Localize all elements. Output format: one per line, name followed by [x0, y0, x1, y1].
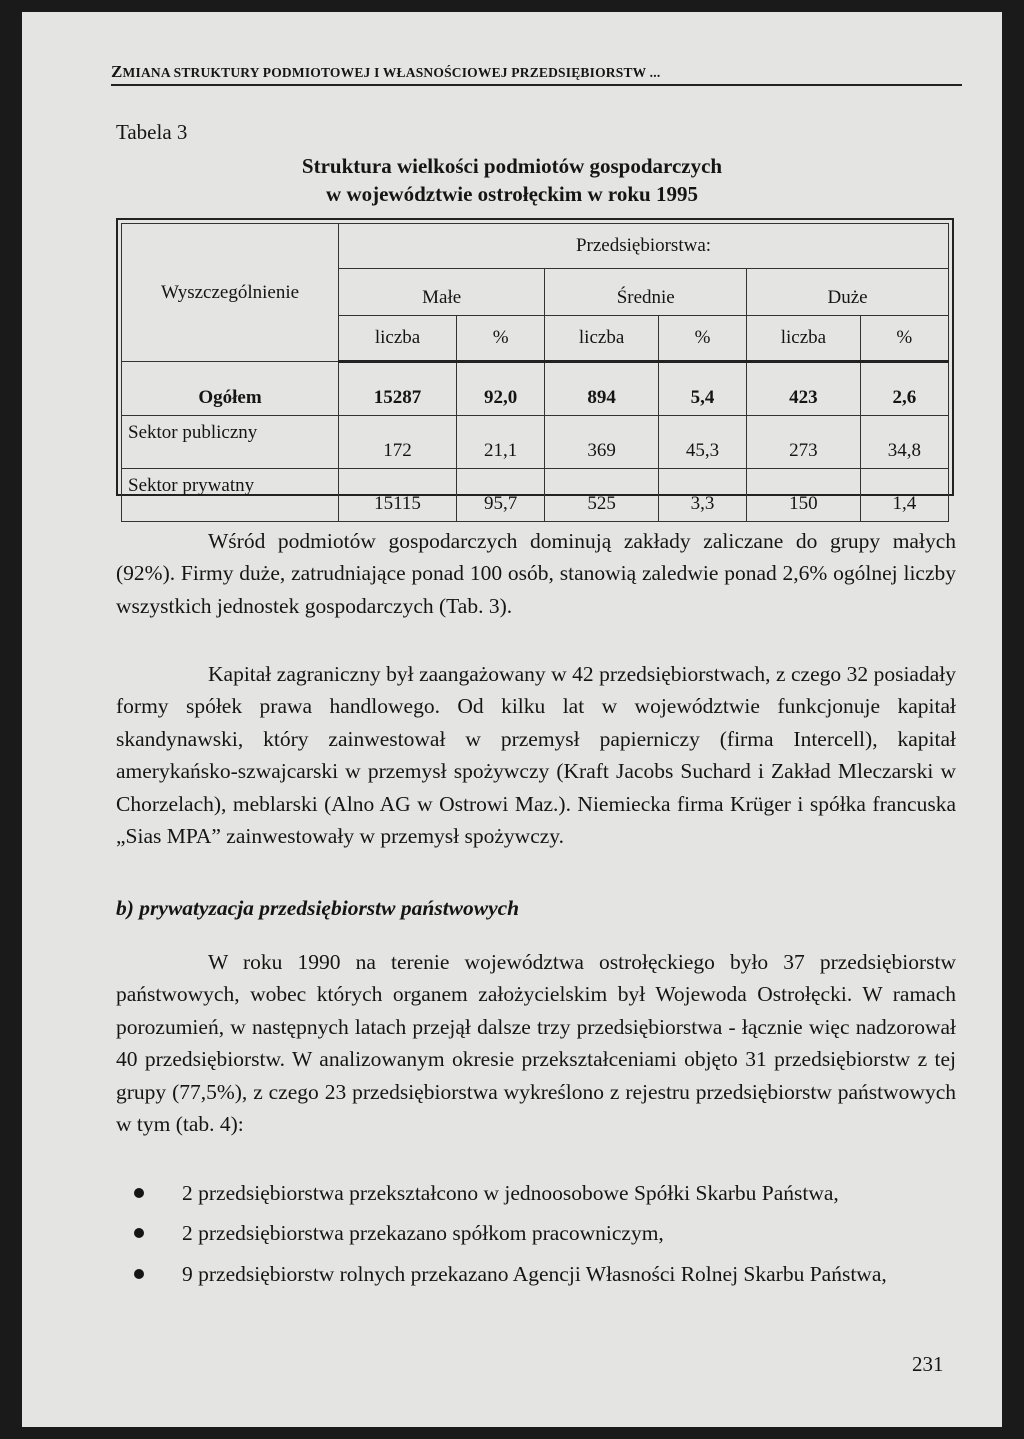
paragraph-3-text: W roku 1990 na terenie województwa ostrołęckiego było 37 przedsiębiorstw państwowych, wobec których organem założycielskim był Wojewoda Ostrołęcki. W ramach porozumień, w następnych latach przejął dalsze trzy przedsiębiorstwa - łącznie więc nadzorował 40 przedsiębiorstw. W analizowanym okresie przekształceniami objęto 31 przedsiębiorstw z tej grupy (77,5%), z czego 23 przedsiębiorstwa wykreślono z rejestru przedsiębiorstw państwowych w tym (tab. 4):: [116, 950, 956, 1137]
paragraph-2-text: Kapitał zagraniczny był zaangażowany w 42 przedsiębiorstwach, z czego 32 posiadały formy spółek prawa handlowego. Od kilku lat w województwie funkcjonuje kapitał skandynawski, który zainwestował w przemysł papierniczy (firma Intercell), kapitał amerykańsko-szwajcarski w przemysł spożywczy (Kraft Jacobs Suchard i Zakład Mleczarski w Chorzelach), meblarski (Alno AG w Ostrowi Maz.). Niemiecka firma Krüger i spółka francuska „Sias MPA” zainwestowały w przemysł spożywczy.: [116, 662, 956, 849]
header-srednie-liczba: liczba: [545, 316, 659, 362]
cell: 15287: [339, 362, 457, 416]
cell: 423: [747, 362, 861, 416]
paragraph-1-text: Wśród podmiotów gospodarczych dominują zakłady zaliczane do grupy małych (92%). Firmy duże, zatrudniające ponad 100 osób, stanowią zaledwie ponad 2,6% ogólnej liczby wszystkich jednostek gospodarczych (Tab. 3).: [116, 529, 956, 618]
cell: 894: [545, 362, 659, 416]
table-row: [122, 362, 949, 416]
header-duze-liczba: liczba: [747, 316, 861, 362]
cell: 1,4: [860, 469, 948, 522]
paragraph-3: [116, 946, 956, 1140]
list-item-text: 9 przedsiębiorstw rolnych przekazano Agencji Własności Rolnej Skarbu Państwa,: [182, 1261, 887, 1286]
header-text: MIANA STRUKTURY PODMIOTOWEJ I WŁASNOŚCIOWEJ PRZEDSIĘBIORSTW ...: [122, 65, 661, 80]
cell: 273: [747, 416, 861, 469]
cell: 45,3: [658, 416, 746, 469]
cell: 172: [339, 416, 457, 469]
cell: 15115: [339, 469, 457, 522]
table-title: [202, 152, 822, 208]
header-srednie-percent: %: [658, 316, 746, 362]
bullet-icon: [134, 1228, 144, 1238]
cell: 369: [545, 416, 659, 469]
header-initial: Z: [111, 62, 123, 81]
header-duze: Duże: [747, 269, 949, 316]
bullet-icon: [134, 1188, 144, 1198]
header-srednie: Średnie: [545, 269, 747, 316]
table-title-line2: w województwie ostrołęckim w roku 1995: [326, 182, 698, 206]
header-wyszczegolnienie: Wyszczególnienie: [122, 224, 339, 362]
list-item-text: 2 przedsiębiorstwa przekształcono w jednoosobowe Spółki Skarbu Państwa,: [182, 1181, 839, 1205]
table-row: [122, 416, 949, 469]
cell: 3,3: [658, 469, 746, 522]
list-item: [116, 1177, 956, 1209]
bullet-list: [116, 1177, 956, 1298]
page-number: 231: [912, 1352, 944, 1376]
table-title-line1: Struktura wielkości podmiotów gospodarczych: [301, 154, 723, 178]
paragraph-2: [116, 658, 956, 852]
list-item-text: 2 przedsiębiorstwa przekazano spółkom pracowniczym,: [182, 1221, 664, 1246]
row-label: Ogółem: [122, 362, 339, 416]
header-male-liczba: liczba: [339, 316, 457, 362]
list-item: [116, 1258, 956, 1290]
cell: 92,0: [457, 362, 545, 416]
header-male-percent: %: [457, 316, 545, 362]
header-duze-percent: %: [860, 316, 948, 362]
cell: 150: [747, 469, 861, 522]
list-item: [116, 1217, 956, 1249]
cell: 21,1: [457, 416, 545, 469]
header-przedsiebiorstwa: Przedsiębiorstwa:: [339, 224, 949, 269]
row-label: Sektor publiczny: [122, 416, 339, 469]
header-male: Małe: [339, 269, 545, 316]
cell: 34,8: [860, 416, 948, 469]
cell: 2,6: [860, 362, 948, 416]
document-page: [22, 12, 1002, 1427]
cell: 95,7: [457, 469, 545, 522]
data-table: [121, 223, 949, 522]
cell: 5,4: [658, 362, 746, 416]
row-label: Sektor prywatny: [122, 469, 339, 522]
table-frame: [116, 218, 954, 514]
table-label: Tabela 3: [116, 120, 188, 144]
cell: 525: [545, 469, 659, 522]
bullet-icon: [134, 1269, 144, 1279]
running-header: [111, 62, 962, 86]
paragraph-1: [116, 525, 956, 622]
table-row: [122, 469, 949, 522]
section-subheading: b) prywatyzacja przedsiębiorstw państwowych: [116, 896, 520, 920]
